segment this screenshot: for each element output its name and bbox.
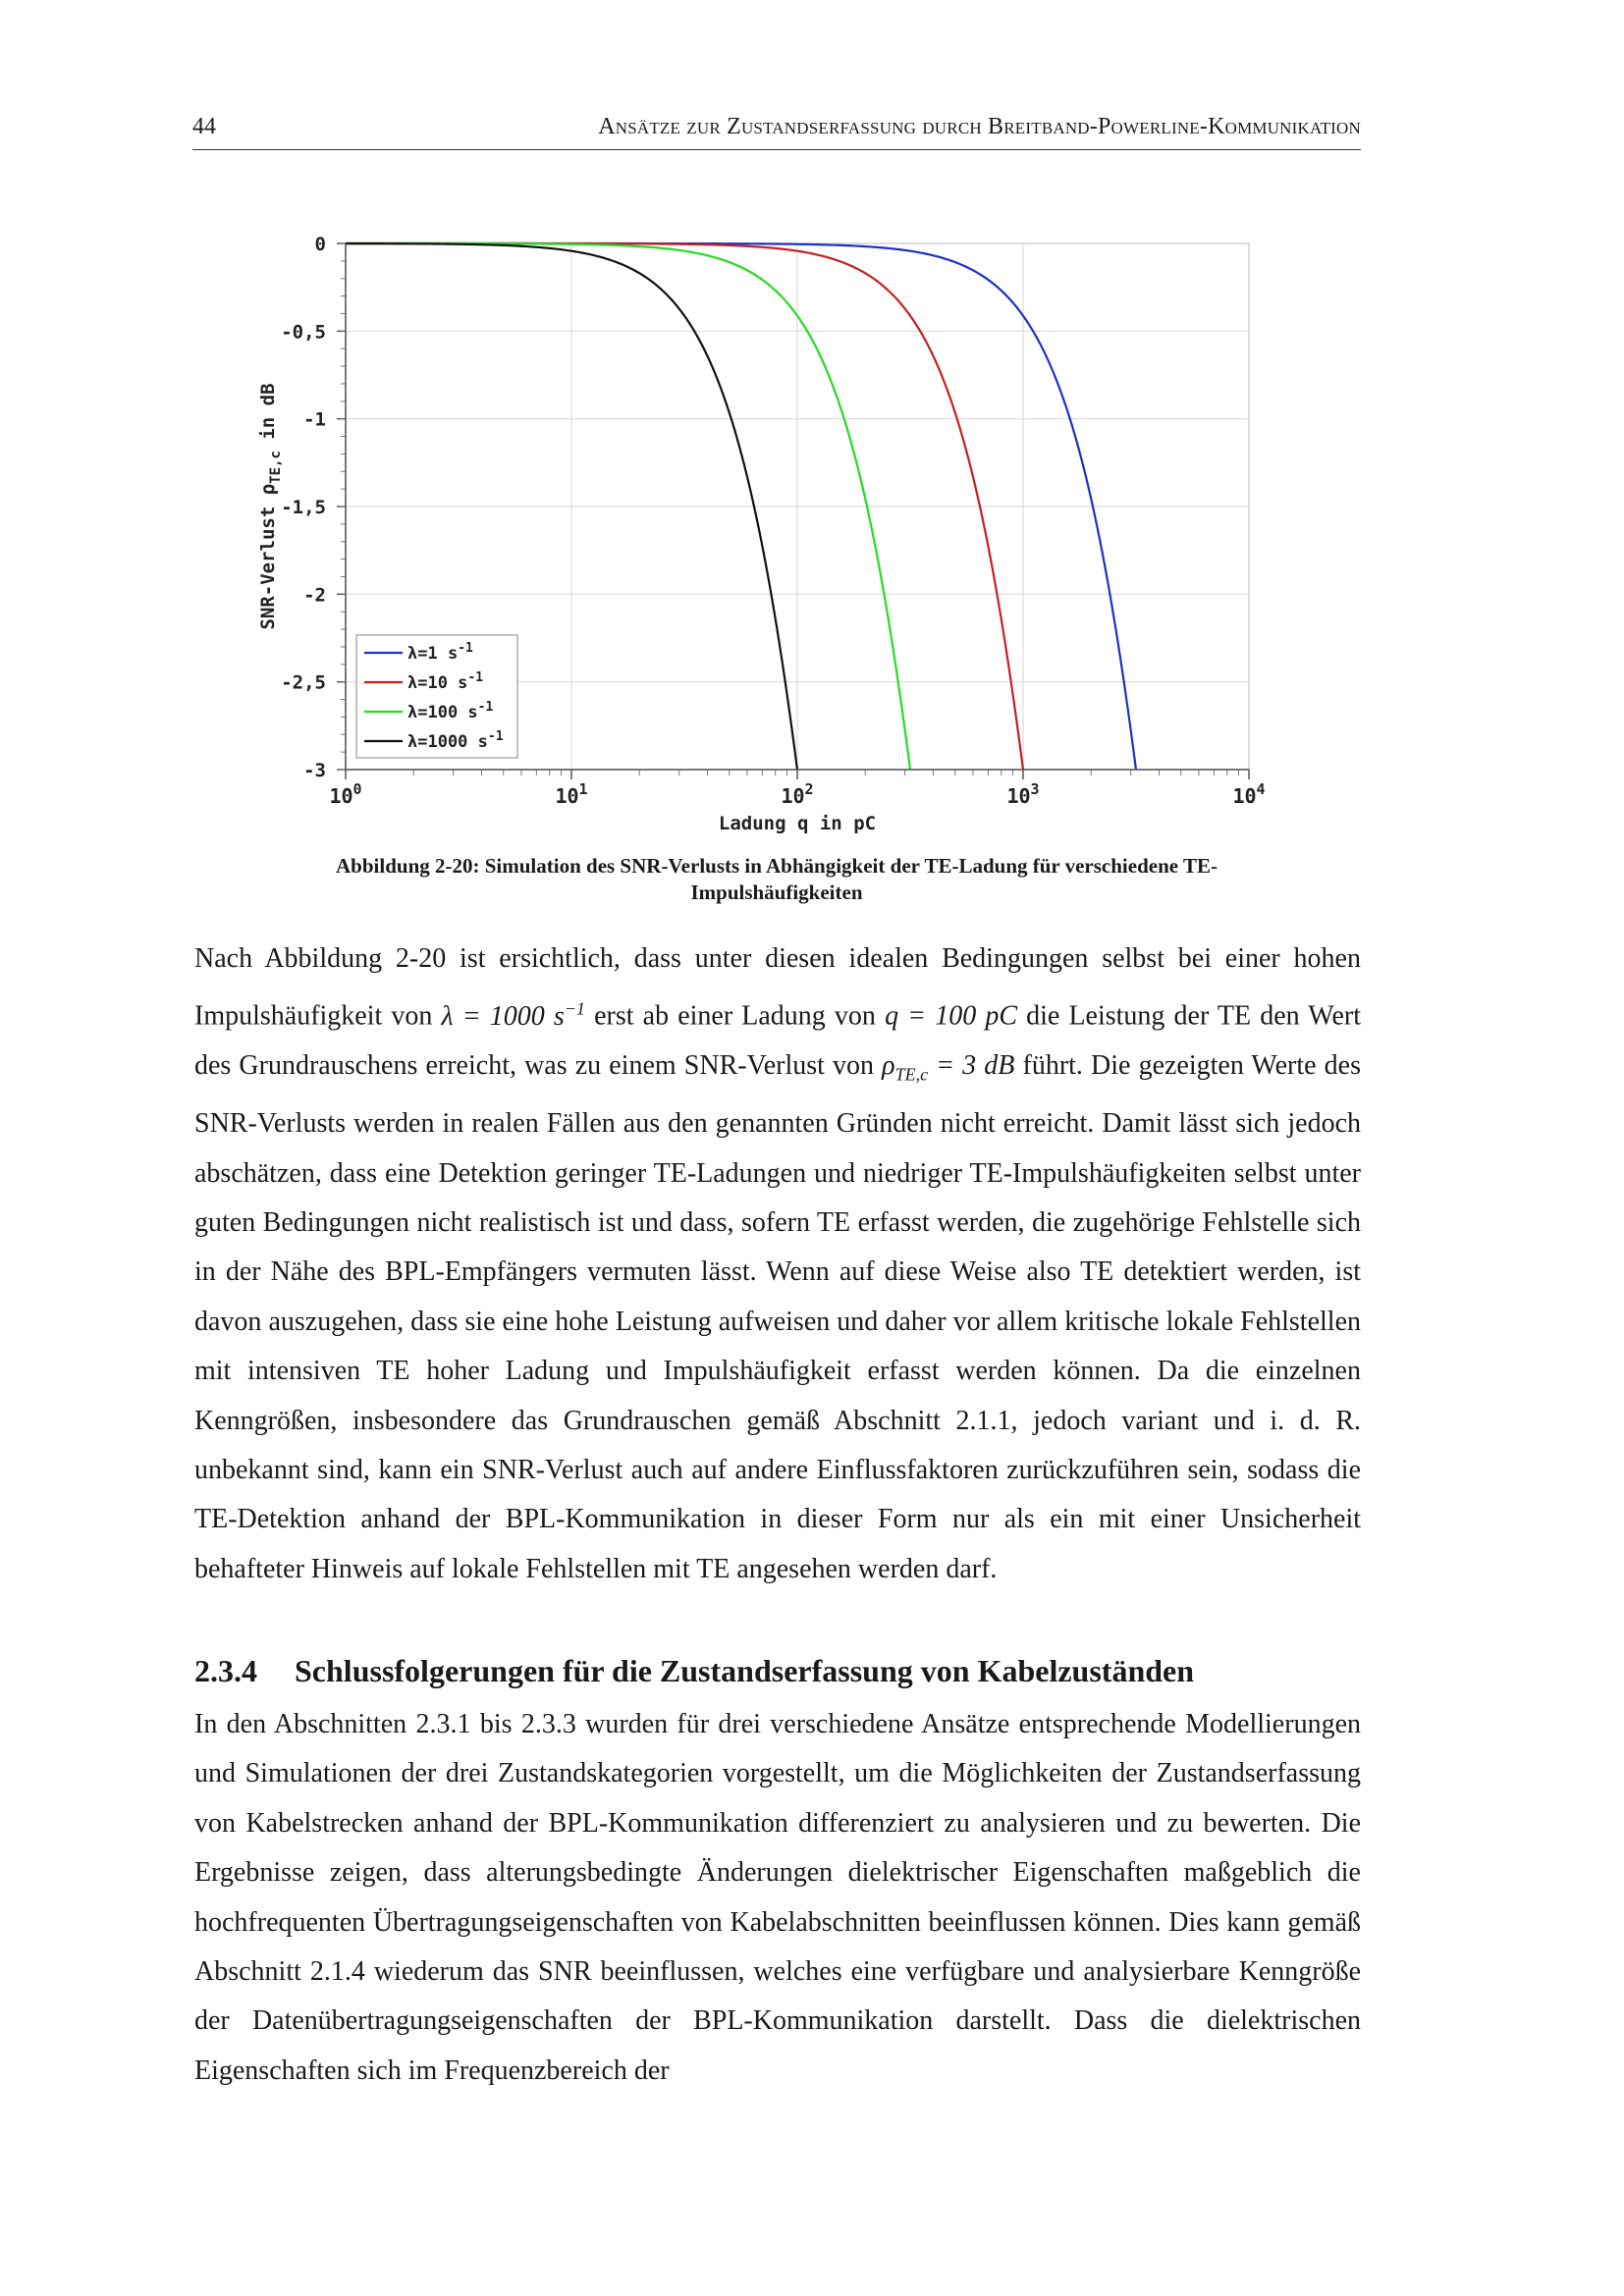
caption-line-2: Impulshäufigkeiten bbox=[690, 881, 863, 904]
y-tick-label: -1,5 bbox=[281, 497, 326, 518]
y-tick-label: -1 bbox=[303, 408, 326, 431]
p1-text-b: erst ab einer Ladung von bbox=[584, 1000, 886, 1032]
page-number: 44 bbox=[192, 114, 216, 139]
figure-snr-loss bbox=[236, 221, 1335, 849]
y-tick-label: -2 bbox=[303, 584, 326, 607]
y-tick-label: -2,5 bbox=[281, 671, 326, 694]
y-tick-label: 0 bbox=[314, 234, 326, 255]
x-tick-label: $10^0$ bbox=[329, 780, 362, 808]
snr-loss-chart bbox=[236, 221, 1335, 849]
section-heading bbox=[194, 1653, 1361, 1689]
p1-text-c: die Leistung der TE den Wert des Grundrauschens erreicht, was zu einem SNR-Verlust von bbox=[194, 1000, 1362, 1082]
paragraph-1 bbox=[194, 934, 1361, 1594]
paragraph-2 bbox=[194, 1700, 1361, 2096]
x-tick-label: $10^4$ bbox=[1232, 780, 1266, 808]
running-title: Ansätze zur Zustandserfassung durch Breitband-Powerline-Kommunikation bbox=[598, 114, 1361, 139]
p1-charge: q = 100 pC bbox=[885, 1000, 1017, 1032]
legend-label: λ=10 $s^{-1}$ bbox=[407, 670, 484, 693]
legend-label: λ=1000 $s^{-1}$ bbox=[407, 729, 504, 752]
legend-label: λ=1 $s^{-1}$ bbox=[407, 641, 473, 664]
y-tick-label: -3 bbox=[303, 760, 326, 781]
figure-caption bbox=[192, 853, 1361, 906]
p1-lambda: λ = 1000 $s^{-1}$ bbox=[441, 998, 585, 1032]
p1-rho: $\rho_{TE,c} = 3$ dB bbox=[882, 1050, 1015, 1085]
x-tick-labels bbox=[329, 780, 1265, 808]
section-title: Schlussfolgerungen für die Zustandserfassung von Kabelzuständen bbox=[295, 1653, 1195, 1688]
y-tick-labels bbox=[281, 234, 326, 781]
section-number: 2.3.4 bbox=[194, 1653, 257, 1688]
y-tick-label: -0,5 bbox=[281, 321, 326, 344]
x-tick-label: $10^1$ bbox=[555, 780, 588, 808]
caption-line-1: Abbildung 2-20: Simulation des SNR-Verlusts in Abhängigkeit der TE-Ladung für verschiedene TE- bbox=[336, 854, 1218, 878]
legend bbox=[356, 635, 517, 758]
p2-text: In den Abschnitten 2.3.1 bis 2.3.3 wurden für drei verschiedene Ansätze entsprechende Modellierungen und Simulationen der drei Zustandskategorien vorgestellt, um die Möglichkeiten der Zustandserfassung von Kabelstrecken anhand der BPL-Kommunikation differenziert zu analysieren und zu bewerten. Die Ergebnisse zeigen, dass alterungsbedingte Änderungen dielektrischer Eigenschaften maßgeblich die hochfrequenten Übertragungseigenschaften von Kabelabschnitten beeinflussen können. Dies kann gemäß Abschnitt 2.1.4 wiederum das SNR beeinflussen, welches eine verfügbare und analysierbare Kenngröße der Datenübertragungseigenschaften der BPL-Kommunikation darstellt. Dass die dielektrischen Eigenschaften sich im Frequenzbereich der bbox=[194, 1709, 1361, 2086]
x-axis-label: Ladung q in pC bbox=[718, 813, 877, 834]
p1-text-a: Nach Abbildung 2-20 ist ersichtlich, dass unter diesen idealen Bedingungen selbst bei einer hohen Impulshäufigkeit von bbox=[194, 943, 1361, 1032]
p1-text-d: führt. Die gezeigten Werte des SNR-Verlusts werden in realen Fällen aus den genannten Gründen nicht erreicht. Damit lässt sich jedoch abschätzen, dass eine Detektion geringer TE-Ladungen und niedriger TE-Impulshäufigkeiten selbst unter guten Bedingungen nicht realistisch ist und dass, sofern TE erfasst werden, die zugehörige Fehlstelle sich in der Nähe des BPL-Empfängers vermuten lässt. Wenn auf diese Weise also TE detektiert werden, ist davon auszugehen, dass sie eine hohe Leistung aufweisen und daher vor allem kritische lokale Fehlstellen mit intensiven TE hoher Ladung und Impulshäufigkeit erfasst werden können. Da die einzelnen Kenngrößen, insbesondere das Grundrauschen gemäß Abschnitt 2.1.1, jedoch variant und i. d. R. unbekannt sind, kann ein SNR-Verlust auch auf andere Einflussfaktoren zurückzuführen sein, sodass die TE-Detektion anhand der BPL-Kommunikation in dieser Form nur als ein mit einer Unsicherheit behafteter Hinweis auf lokale Fehlstellen mit TE angesehen werden darf. bbox=[194, 1050, 1362, 1584]
legend-label: λ=100 $s^{-1}$ bbox=[407, 700, 494, 722]
x-tick-label: $10^2$ bbox=[781, 780, 814, 808]
page-header bbox=[192, 110, 1361, 150]
y-axis-label: SNR-Verlust $\rho_{TE,c}$ in dB bbox=[257, 383, 284, 630]
x-tick-label: $10^3$ bbox=[1006, 780, 1040, 808]
